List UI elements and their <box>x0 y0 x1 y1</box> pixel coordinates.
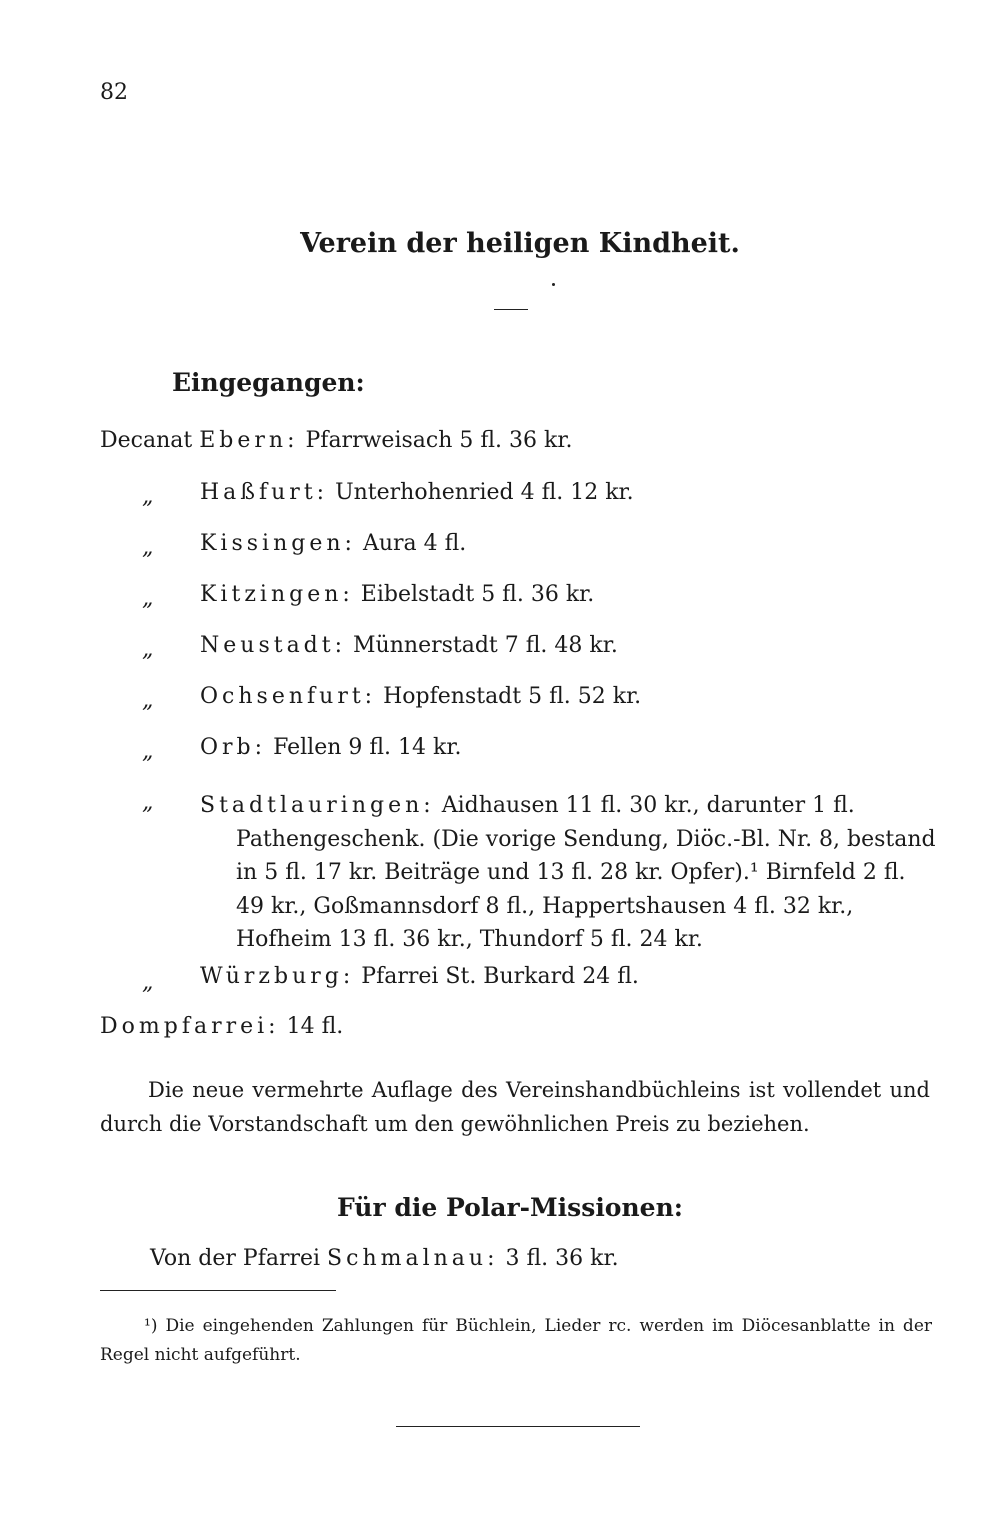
entry-detail: Fellen 9 fl. 14 kr. <box>273 735 462 760</box>
entry-place: Haßfurt: <box>200 480 329 505</box>
ditto-mark: „ <box>142 586 154 611</box>
entry-detail: 14 fl. <box>286 1014 344 1039</box>
entry-detail: Unterhohenried 4 fl. 12 kr. <box>335 480 634 505</box>
ditto-mark: „ <box>142 484 154 509</box>
ditto-mark: „ <box>142 688 154 713</box>
entry-row <box>100 428 572 453</box>
polar-heading: Für die Polar-Missionen: <box>337 1193 683 1222</box>
entry-place: Stadtlauringen: <box>200 793 435 818</box>
footnote-rule <box>100 1290 336 1291</box>
page-number: 82 <box>100 80 128 105</box>
entry-detail: Pfarrei St. Burkard 24 fl. <box>361 964 639 989</box>
entry-row <box>200 531 466 556</box>
entry-prefix: Decanat <box>100 428 193 453</box>
entry-place: Würzburg: <box>200 964 355 989</box>
ditto-mark: „ <box>142 790 154 815</box>
notice-paragraph: Die neue vermehrte Auflage des Vereinshandbüchleins ist vollendet und durch die Vorstandschaft um den gewöhnlichen Preis zu beziehen. <box>100 1078 930 1136</box>
entry-row <box>200 480 634 505</box>
ditto-mark: „ <box>142 637 154 662</box>
entry-place: Ebern: <box>199 428 299 453</box>
entry-row-multiline <box>200 789 936 957</box>
entry-row <box>100 1014 343 1039</box>
received-heading: Eingegangen: <box>172 368 365 397</box>
title-rule <box>494 309 528 310</box>
ditto-mark: „ <box>142 970 154 995</box>
entry-place: Dompfarrei: <box>100 1014 280 1039</box>
entry-place: Orb: <box>200 735 267 760</box>
entry-detail: Pfarrweisach 5 fl. 36 kr. <box>305 428 573 453</box>
stray-dot <box>552 283 555 286</box>
entry-row <box>200 633 618 658</box>
entry-detail: Aidhausen 11 fl. 30 kr., darunter 1 fl. Pathengeschenk. (Die vorige Sendung, Diöc.-Bl. Nr. 8, bestand in 5 fl. 17 kr. Beiträge und 13 fl. 28 kr. Opfer).¹ Birnfeld 2 fl. 49 kr., Goßmannsdorf 8 fl., Happertshausen 4 fl. 32 kr., Hofheim 13 fl. 36 kr., Thundorf 5 fl. 24 kr. <box>236 793 936 952</box>
entry-place: Kissingen: <box>200 531 356 556</box>
entry-place: Ochsenfurt: <box>200 684 377 709</box>
entry-row <box>200 582 594 607</box>
ditto-mark: „ <box>142 535 154 560</box>
entry-detail: 3 fl. 36 kr. <box>505 1246 619 1271</box>
ditto-mark: „ <box>142 739 154 764</box>
page-title: Verein der heiligen Kindheit. <box>300 228 740 259</box>
entry-detail: Münnerstadt 7 fl. 48 kr. <box>353 633 618 658</box>
entry-prefix: Von der Pfarrei <box>150 1246 321 1271</box>
entry-detail: Aura 4 fl. <box>362 531 467 556</box>
polar-entry <box>150 1246 619 1271</box>
footnote: ¹) Die eingehenden Zahlungen für Büchlein, Lieder rc. werden im Diöcesanblatte in der Regel nicht aufgeführt. <box>100 1316 932 1365</box>
entry-row <box>200 735 461 760</box>
entry-row <box>200 964 639 989</box>
entry-place: Schmalnau: <box>327 1246 499 1271</box>
entry-row <box>200 684 641 709</box>
entry-detail: Eibelstadt 5 fl. 36 kr. <box>360 582 595 607</box>
end-rule <box>396 1426 640 1427</box>
entry-detail: Hopfenstadt 5 fl. 52 kr. <box>383 684 642 709</box>
entry-place: Neustadt: <box>200 633 347 658</box>
entry-place: Kitzingen: <box>200 582 354 607</box>
